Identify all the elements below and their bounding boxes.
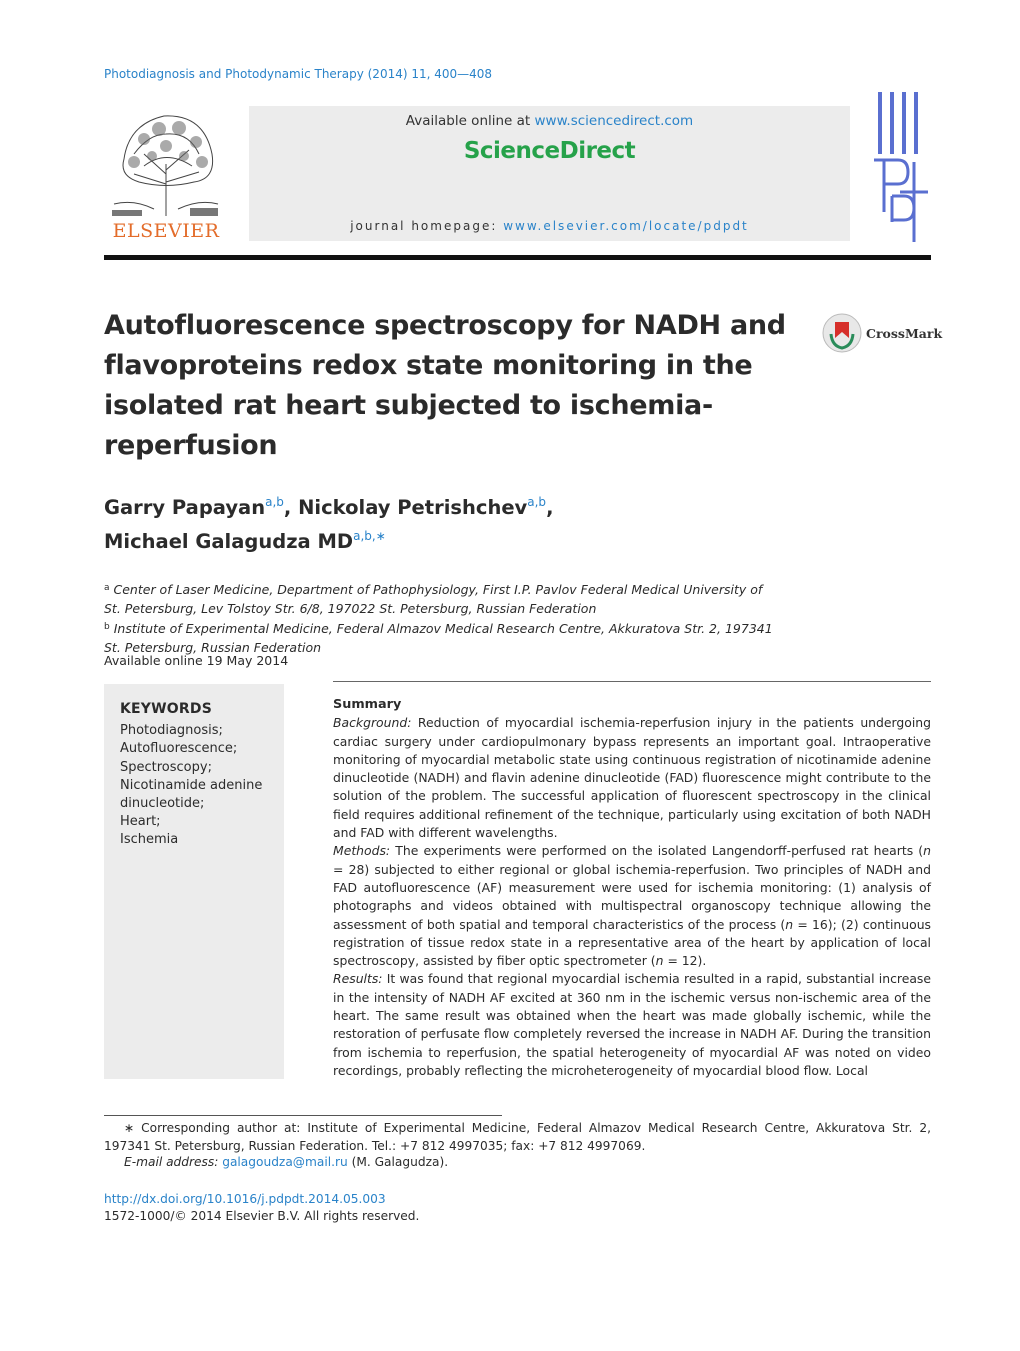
abstract — [333, 696, 931, 1080]
journal-reference[interactable]: Photodiagnosis and Photodynamic Therapy (2014) 11, 400—408 — [104, 67, 493, 81]
section-text: = 28) subjected to either regional or global ischemia-reperfusion. Two principles of NADH and FAD autofluorescence (AF) measurement were used for ischemia monitoring: (1) analysis of photographs and videos obtained with multispectral organoscopy technique allowing the assessment of both spatial and temporal characteristics of the process ( — [333, 861, 931, 932]
elsevier-wordmark: ELSEVIER — [112, 220, 220, 242]
sciencedirect-link[interactable]: www.sciencedirect.com — [534, 113, 694, 129]
section-text: It was found that regional myocardial ischemia resulted in a rapid, substantial increase in the intensity of NADH AF excited at 360 nm in the ischemic versus non-ischemic area of the heart. The same result was obtained when the heart was made globally ischemic, while the restoration of perfusate flow completely reversed the increase in NADH AF. During the transition from ischemia to reperfusion, the spatial heterogeneity of myocardial AF was noted on video recordings, probably reflecting the microheterogeneity of myocardial blood flow. Local — [333, 971, 931, 1078]
footnote-text: Corresponding author at: Institute of Experimental Medicine, Federal Almazov Medical Research Centre, Akkuratova Str. 2, 197341 St. Petersburg, Russian Federation. Tel.: +7 812 4997035; fax: +7 812 4997069. — [104, 1121, 931, 1153]
affiliation-text: St. Petersburg, Russian Federation — [104, 639, 322, 655]
email-line — [124, 1155, 448, 1169]
abstract-heading: Summary — [333, 697, 402, 712]
article-title: Autofluorescence spectroscopy for NADH and flavoproteins redox state monitoring in the isolated rat heart subjected to ischemia-reperfusion — [104, 310, 786, 461]
available-online-line: Available online at www.sciencedirect.com — [405, 113, 694, 129]
keyword-item: Heart; — [120, 814, 161, 830]
author-affiliation-marker[interactable]: a,b — [527, 495, 547, 509]
affiliation-text: St. Petersburg, Lev Tolstoy Str. 6/8, 197022 St. Petersburg, Russian Federation — [104, 600, 597, 616]
affiliation-marker: b — [104, 622, 110, 632]
n-symbol: n — [785, 916, 794, 932]
keyword-item: Spectroscopy; — [120, 759, 212, 775]
corresponding-author-marker[interactable]: ∗ — [375, 529, 386, 543]
author-affiliation-marker[interactable]: a,b,∗ — [353, 529, 386, 543]
email-link[interactable]: galagoudza@mail.ru — [222, 1155, 348, 1169]
section-text: Reduction of myocardial ischemia-reperfusion injury in the patients undergoing cardiac surgery under cardiopulmonary bypass represents an important goal. Intraoperative monitoring of myocardial metabolic state using continuous registration of nicotinamide adenine dinucleotide (NADH) and flavin adenine dinucleotide (FAD) fluorescence might contribute to the solution of the problem. The successful application of fluorescent spectroscopy in the clinical field requires additional refinement of the technique, particularly using excitation of both NADH and FAD with different wavelengths. — [333, 715, 931, 841]
section-label: Results: — [333, 971, 383, 987]
keywords-list — [120, 700, 280, 850]
pdpt-journal-logo — [870, 92, 932, 242]
abstract-results — [333, 970, 931, 1080]
abstract-rule — [333, 681, 931, 682]
corresponding-author-footnote — [104, 1119, 931, 1155]
email-label: E-mail address: — [124, 1155, 219, 1169]
section-text: = 12). — [663, 953, 707, 969]
header-rule — [104, 255, 931, 260]
keyword-item: Ischemia — [120, 832, 179, 848]
author-separator: , — [283, 496, 299, 519]
abstract-background — [333, 714, 931, 842]
section-text: The experiments were performed on the isolated Langendorff-perfused rat hearts ( — [390, 843, 924, 859]
footnote-star: ∗ — [124, 1121, 135, 1135]
section-label: Methods: — [333, 843, 391, 859]
journal-homepage-line: journal homepage: www.elsevier.com/locate/pdpdt — [350, 219, 749, 233]
available-online-date: Available online 19 May 2014 — [104, 653, 289, 668]
footnote-rule — [104, 1115, 502, 1116]
author-name[interactable]: Garry Papayan — [104, 496, 266, 519]
sciencedirect-logo[interactable]: ScienceDirect — [463, 138, 636, 164]
affiliations — [104, 579, 824, 657]
email-suffix: (M. Galagudza). — [347, 1155, 449, 1169]
keyword-item: Nicotinamide adenine dinucleotide; — [120, 777, 263, 812]
abstract-methods — [333, 842, 931, 970]
keywords-heading: KEYWORDS — [120, 701, 212, 717]
crossmark-icon[interactable] — [822, 312, 862, 354]
author-separator: , — [546, 496, 554, 519]
affiliation-text: Institute of Experimental Medicine, Federal Almazov Medical Research Centre, Akkuratova Str. 2, 197341 — [113, 621, 773, 636]
keyword-item: Photodiagnosis; — [120, 723, 223, 739]
n-symbol: n — [923, 843, 931, 859]
author-affiliation-marker[interactable]: a,b — [265, 495, 284, 509]
author-list — [104, 488, 804, 556]
section-label: Background: — [333, 715, 412, 731]
copyright: 1572-1000/© 2014 Elsevier B.V. All rights reserved. — [104, 1209, 420, 1223]
affiliation-text: Center of Laser Medicine, Department of Pathophysiology, First I.P. Pavlov Federal Medical University of — [113, 582, 763, 597]
keyword-item: Autofluorescence; — [120, 741, 238, 757]
section-text: = 16); (2) continuous registration of tissue redox state in a representative area of the heart by application of local spectroscopy, assisted by fiber optic spectrometer ( — [333, 916, 931, 969]
affiliation-marker: a — [104, 583, 110, 593]
author-name[interactable]: Michael Galagudza MD — [104, 530, 354, 553]
crossmark-label[interactable]: CrossMark — [866, 326, 943, 341]
n-symbol: n — [655, 953, 664, 969]
journal-homepage-link[interactable]: www.elsevier.com/locate/pdpdt — [503, 219, 749, 233]
doi-link[interactable]: http://dx.doi.org/10.1016/j.pdpdt.2014.05.003 — [104, 1192, 386, 1206]
author-name[interactable]: Nickolay Petrishchev — [298, 496, 528, 519]
